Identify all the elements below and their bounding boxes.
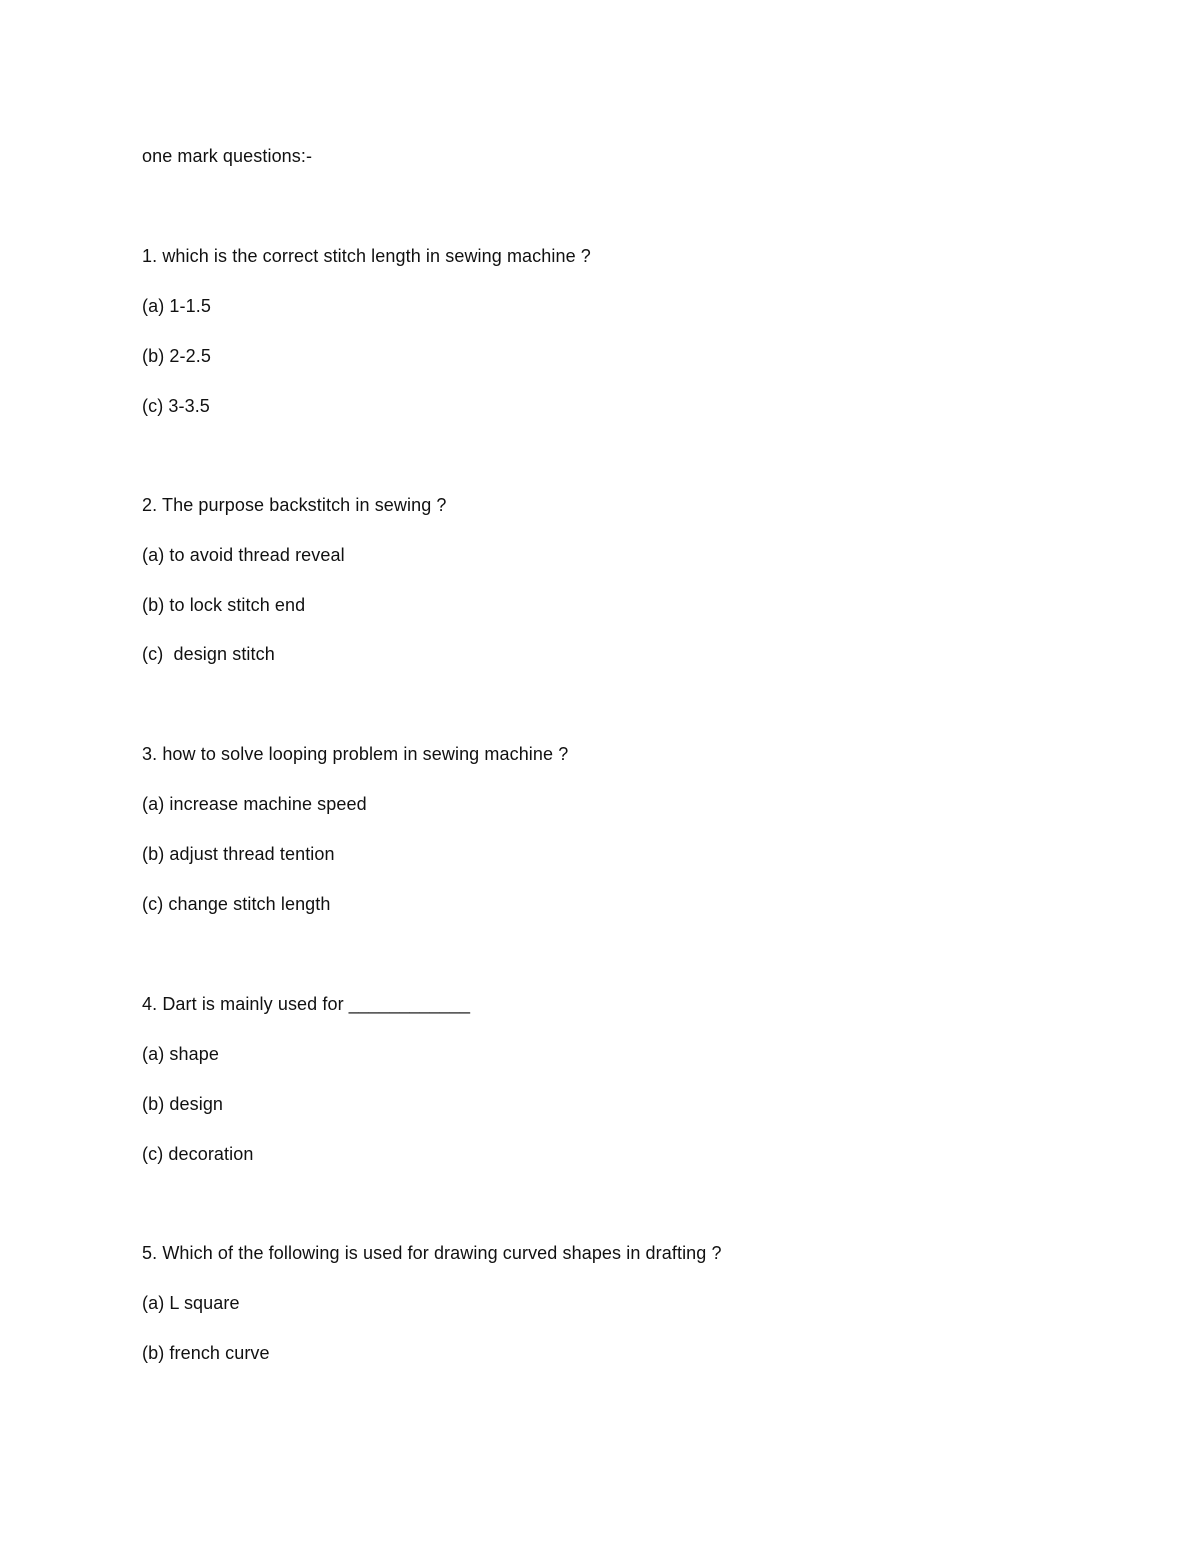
question-1-option-c: (c) 3-3.5 (142, 396, 210, 416)
question-4-option-c: (c) decoration (142, 1144, 254, 1164)
question-2-text: 2. The purpose backstitch in sewing ? (142, 495, 447, 515)
question-2-option-b: (b) to lock stitch end (142, 595, 306, 615)
question-4-option-a: (a) shape (142, 1044, 219, 1064)
question-1-option-a: (a) 1-1.5 (142, 296, 211, 316)
question-3-option-a: (a) increase machine speed (142, 794, 367, 814)
document-heading: one mark questions:- (142, 146, 313, 166)
question-3-text: 3. how to solve looping problem in sewing machine ? (142, 744, 569, 764)
question-2-option-c: (c) design stitch (142, 644, 275, 664)
question-5-option-b: (b) french curve (142, 1343, 270, 1363)
question-3-option-b: (b) adjust thread tention (142, 844, 335, 864)
question-4-text: 4. Dart is mainly used for ____________ (142, 994, 471, 1014)
question-5-text: 5. Which of the following is used for drawing curved shapes in drafting ? (142, 1243, 722, 1263)
question-2-option-a: (a) to avoid thread reveal (142, 545, 345, 565)
question-3-option-c: (c) change stitch length (142, 894, 331, 914)
question-1-option-b: (b) 2-2.5 (142, 346, 211, 366)
question-5-option-a: (a) L square (142, 1293, 240, 1313)
question-1-text: 1. which is the correct stitch length in sewing machine ? (142, 246, 591, 266)
question-4-option-b: (b) design (142, 1094, 224, 1114)
